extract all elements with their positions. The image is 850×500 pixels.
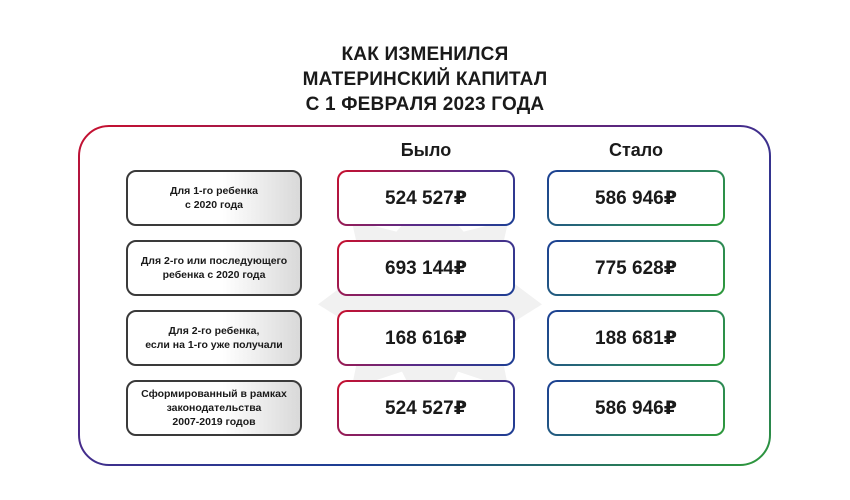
row-label-text: Сформированный в рамках законодательства 2007-2019 годов (141, 388, 287, 428)
column-header-after: Стало (608, 140, 664, 160)
row-label (126, 380, 302, 436)
value-before: 524 527₽ (337, 170, 515, 226)
value-after: 586 946₽ (547, 170, 725, 226)
value-after: 188 681₽ (547, 310, 725, 366)
title-line-1: КАК ИЗМЕНИЛСЯ (341, 44, 509, 65)
title-line-3: С 1 ФЕВРАЛЯ 2023 ГОДА (305, 94, 545, 115)
value-after: 586 946₽ (547, 380, 725, 436)
row-label (126, 170, 302, 226)
title-line-2: МАТЕРИНСКИЙ КАПИТАЛ (302, 69, 548, 90)
row-label-text: Для 2-го ребенка, если на 1-го уже получали (145, 325, 283, 351)
value-before: 693 144₽ (337, 240, 515, 296)
row-label-text: Для 1-го ребенка с 2020 года (170, 185, 258, 211)
row-label (126, 310, 302, 366)
row-label (126, 240, 302, 296)
row-label-text: Для 2-го или последующего ребенка с 2020 года (140, 255, 288, 281)
page-title (0, 42, 850, 117)
column-header-before: Было (400, 140, 452, 160)
value-before: 524 527₽ (337, 380, 515, 436)
value-before: 168 616₽ (337, 310, 515, 366)
value-after: 775 628₽ (547, 240, 725, 296)
